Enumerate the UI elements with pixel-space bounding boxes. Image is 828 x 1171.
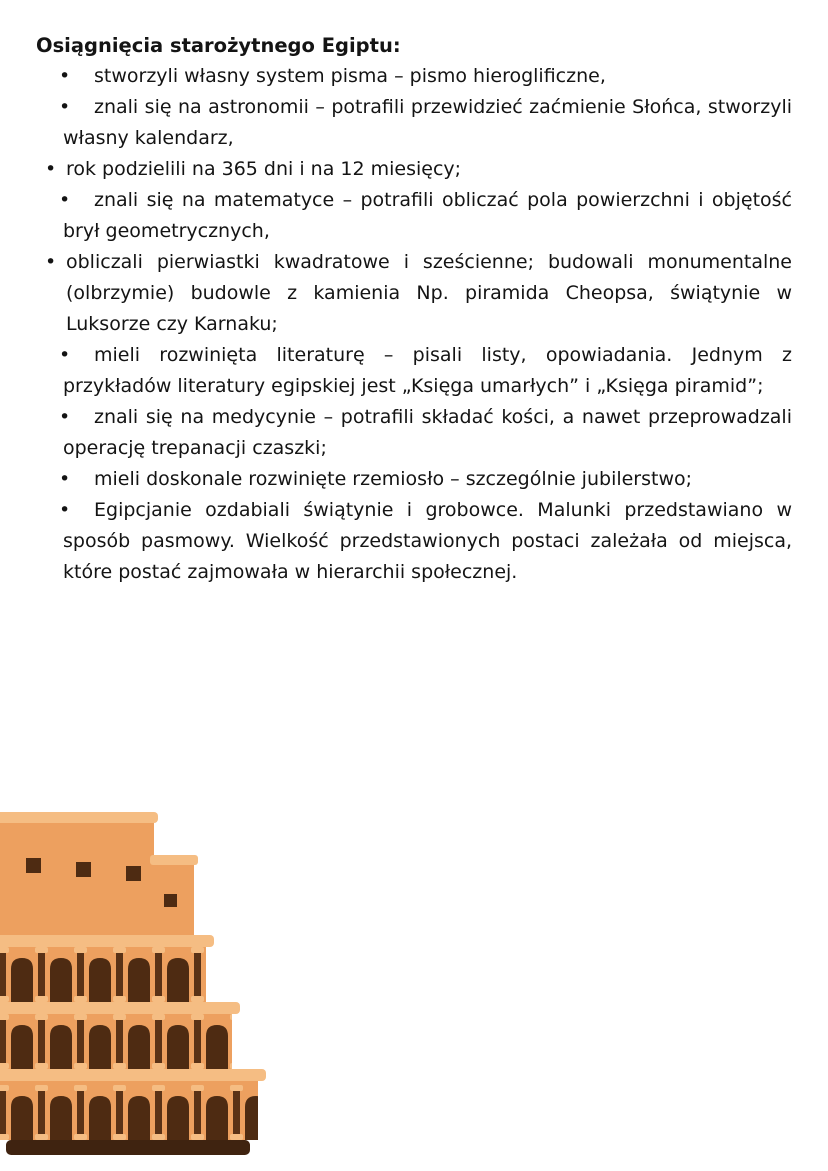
colosseum-base <box>6 1140 250 1155</box>
list-item <box>36 92 792 154</box>
list-item-text: mieli rozwinięta literaturę – pisali listy, opowiadania. Jednym z przykładów literatury egipskiej jest „Księga umarłych” i „Księga piramid”; <box>63 344 792 397</box>
list-item-text: znali się na medycynie – potrafili składać kości, a nawet przeprowadzali operację trepanacji czaszki; <box>63 406 792 459</box>
list-item-text: rok podzielili na 365 dni i na 12 miesięcy; <box>66 158 462 180</box>
list-item-text: znali się na matematyce – potrafili obliczać pola powierzchni i objętość brył geometrycznych, <box>63 189 792 242</box>
bullet-icon: • <box>45 251 57 273</box>
bullet-icon: • <box>59 344 71 366</box>
list-item <box>36 247 792 340</box>
document-page <box>36 30 792 588</box>
list-item <box>36 340 792 402</box>
list-item-text: Egipcjanie ozdabiali świątynie i grobowce. Malunki przedstawiano w sposób pasmowy. Wielkość przedstawionych postaci zależała od miejsca, które postać zajmowała w hierarchii społecznej. <box>63 499 792 583</box>
bullet-icon: • <box>59 65 71 87</box>
list-item <box>36 464 792 495</box>
list-item-text: stworzyli własny system pisma – pismo hieroglificzne, <box>94 65 606 87</box>
list-item-text: obliczali pierwiastki kwadratowe i sześcienne; budowali monumentalne (olbrzymie) budowle z kamienia Np. piramida Cheopsa, świątynie w Luksorze czy Karnaku; <box>66 251 792 335</box>
page-title: Osiągnięcia starożytnego Egiptu: <box>36 34 401 57</box>
list-item-text: mieli doskonale rozwinięte rzemiosło – szczególnie jubilerstwo; <box>94 468 693 490</box>
list-item <box>36 402 792 464</box>
bullet-icon: • <box>45 158 57 180</box>
bullet-icon: • <box>59 406 71 428</box>
list-item <box>36 495 792 588</box>
list-item <box>36 154 792 185</box>
list-item <box>36 185 792 247</box>
list-item-text: znali się na astronomii – potrafili przewidzieć zaćmienie Słońca, stworzyli własny kalendarz, <box>63 96 792 149</box>
bullet-icon: • <box>59 96 71 118</box>
bullet-icon: • <box>59 189 71 211</box>
colosseum-illustration <box>0 800 272 1156</box>
bullet-icon: • <box>59 468 71 490</box>
list-item <box>36 61 792 92</box>
bullet-icon: • <box>59 499 71 521</box>
